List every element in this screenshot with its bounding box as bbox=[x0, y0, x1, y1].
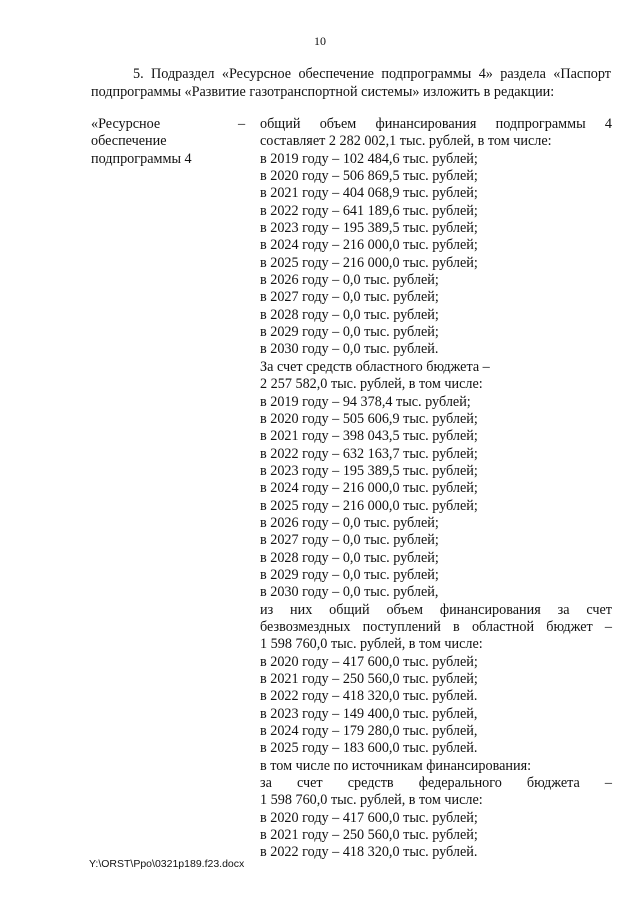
funding-line: в 2021 году – 250 560,0 тыс. рублей; bbox=[260, 827, 478, 844]
funding-line: в 2022 году – 641 189,6 тыс. рублей; bbox=[260, 202, 478, 219]
funding-line: за счет средств федерального бюджета – bbox=[260, 775, 612, 792]
funding-line: в 2030 году – 0,0 тыс. рублей. bbox=[260, 341, 439, 358]
funding-line: За счет средств областного бюджета – bbox=[260, 358, 490, 375]
funding-line: в 2025 году – 216 000,0 тыс. рублей; bbox=[260, 497, 478, 514]
funding-line: в 2020 году – 505 606,9 тыс. рублей; bbox=[260, 410, 478, 427]
funding-line: в 2028 году – 0,0 тыс. рублей; bbox=[260, 306, 439, 323]
funding-line: в 2028 году – 0,0 тыс. рублей; bbox=[260, 549, 439, 566]
funding-line: в 2024 году – 216 000,0 тыс. рублей; bbox=[260, 480, 478, 497]
funding-line: в 2020 году – 417 600,0 тыс. рублей; bbox=[260, 653, 478, 670]
funding-line: в 2019 году – 94 378,4 тыс. рублей; bbox=[260, 393, 471, 410]
funding-line: в 2025 году – 183 600,0 тыс. рублей. bbox=[260, 740, 478, 757]
funding-line: в 2023 году – 195 389,5 тыс. рублей; bbox=[260, 220, 478, 237]
funding-line: в 2027 году – 0,0 тыс. рублей; bbox=[260, 532, 439, 549]
funding-line: в 2023 году – 195 389,5 тыс. рублей; bbox=[260, 462, 478, 479]
section-label-line-3: подпрограммы 4 bbox=[91, 150, 192, 167]
funding-line: в 2030 году – 0,0 тыс. рублей, bbox=[260, 584, 439, 601]
funding-line: в 2027 году – 0,0 тыс. рублей; bbox=[260, 289, 439, 306]
funding-line: 1 598 760,0 тыс. рублей, в том числе: bbox=[260, 636, 483, 653]
funding-line: в 2020 году – 417 600,0 тыс. рублей; bbox=[260, 809, 478, 826]
funding-line: в 2026 году – 0,0 тыс. рублей; bbox=[260, 514, 439, 531]
funding-line: в 2021 году – 250 560,0 тыс. рублей; bbox=[260, 671, 478, 687]
section-label bbox=[91, 116, 241, 168]
funding-line: 2 257 582,0 тыс. рублей, в том числе: bbox=[260, 376, 483, 393]
funding-line: из них общий объем финансирования за счет bbox=[260, 601, 612, 618]
label-dash: – bbox=[238, 116, 246, 132]
funding-line: в 2021 году – 404 068,9 тыс. рублей; bbox=[260, 185, 478, 202]
funding-line: безвозмездных поступлений в областной бюджет – bbox=[260, 618, 612, 635]
funding-line: в 2020 году – 506 869,5 тыс. рублей; bbox=[260, 168, 478, 185]
section-label-line-2: обеспечение bbox=[91, 133, 167, 150]
funding-line: в 2029 году – 0,0 тыс. рублей; bbox=[260, 324, 439, 341]
intro-paragraph bbox=[91, 66, 611, 101]
funding-line: в 2024 году – 179 280,0 тыс. рублей, bbox=[260, 723, 478, 740]
funding-line: составляет 2 282 002,1 тыс. рублей, в том числе: bbox=[260, 133, 552, 150]
funding-line: в 2024 году – 216 000,0 тыс. рублей; bbox=[260, 237, 478, 254]
funding-content bbox=[260, 116, 612, 862]
funding-line: в 2023 году – 149 400,0 тыс. рублей, bbox=[260, 705, 478, 722]
funding-line: в 2029 году – 0,0 тыс. рублей; bbox=[260, 566, 439, 583]
funding-line: в 2022 году – 418 320,0 тыс. рублей. bbox=[260, 688, 478, 705]
intro-line-2: подпрограммы «Развитие газотранспортной системы» изложить в редакции: bbox=[91, 83, 555, 100]
funding-line: в 2019 году – 102 484,6 тыс. рублей; bbox=[260, 150, 478, 167]
file-path-footer: Y:\ORST\Ppo\0321p189.f23.docx bbox=[89, 858, 245, 870]
funding-line: 1 598 760,0 тыс. рублей, в том числе: bbox=[260, 792, 483, 809]
page-number: 10 bbox=[314, 34, 326, 48]
funding-line: в 2025 году – 216 000,0 тыс. рублей; bbox=[260, 254, 478, 271]
funding-line: общий объем финансирования подпрограммы 4 bbox=[260, 116, 612, 132]
funding-line: в 2022 году – 418 320,0 тыс. рублей. bbox=[260, 844, 478, 861]
funding-line: в 2026 году – 0,0 тыс. рублей; bbox=[260, 272, 439, 289]
intro-line-1: 5. Подраздел «Ресурсное обеспечение подпрограммы 4» раздела «Паспорт bbox=[133, 66, 611, 82]
funding-line: в 2022 году – 632 163,7 тыс. рублей; bbox=[260, 445, 478, 462]
funding-line: в том числе по источникам финансирования: bbox=[260, 757, 532, 774]
funding-line: в 2021 году – 398 043,5 тыс. рублей; bbox=[260, 428, 478, 445]
section-label-line-1: «Ресурсное bbox=[91, 116, 161, 132]
